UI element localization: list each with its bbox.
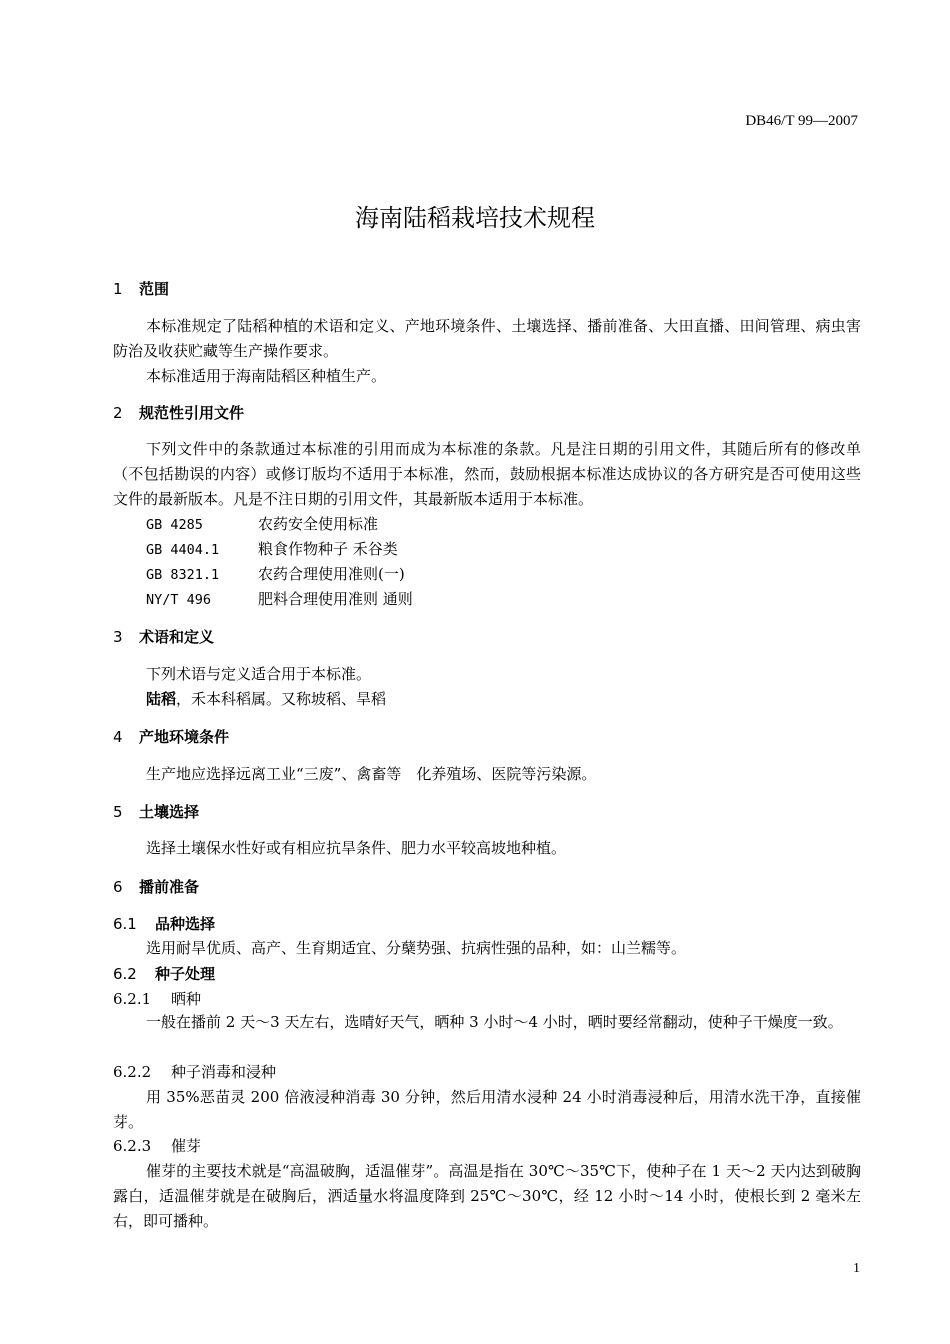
section-1-heading	[113, 278, 169, 299]
section-title: 产地环境条件	[139, 728, 230, 746]
subsection-number: 6.2.1	[113, 990, 152, 1008]
subsection-title: 种子消毒和浸种	[171, 1063, 277, 1081]
subsection-number: 6.2.3	[113, 1137, 152, 1155]
subsection-number: 6.2.2	[113, 1063, 152, 1081]
section-3-paragraph-1: 下列术语与定义适合用于本标准。	[146, 665, 372, 683]
section-4-heading	[113, 726, 229, 747]
section-number: 6	[113, 878, 123, 896]
section-title: 范围	[139, 280, 170, 298]
subsection-number: 6.2	[113, 965, 137, 983]
subsection-6-2-2-heading	[113, 1061, 276, 1082]
section-number: 4	[113, 728, 123, 746]
reference-name: 农药合理使用准则(一)	[258, 565, 405, 583]
term: 陆稻	[146, 690, 177, 708]
section-5-heading	[113, 801, 199, 822]
subsection-6-1-paragraph: 选用耐旱优质、高产、生育期适宜、分蘖势强、抗病性强的品种，如：山兰糯等。	[146, 939, 687, 957]
subsection-title: 晒种	[171, 990, 202, 1008]
term-definition	[113, 687, 861, 712]
page-number: 1	[853, 1261, 860, 1276]
subsection-title: 品种选择	[155, 915, 216, 933]
section-title: 术语和定义	[139, 628, 215, 646]
subsection-number: 6.1	[113, 915, 137, 933]
subsection-6-2-3-heading	[113, 1135, 201, 1156]
reference-code: GB 8321.1	[146, 567, 220, 583]
reference-item	[146, 588, 413, 609]
subsection-6-2-heading	[113, 963, 215, 984]
subsection-6-2-2-paragraph: 用 35%恶苗灵 200 倍液浸种消毒 30 分钟，然后用清水浸种 24 小时消毒浸种后，用清水洗干净，直接催芽。	[113, 1088, 861, 1131]
reference-name: 农药安全使用标准	[258, 515, 379, 533]
reference-code: GB 4285	[146, 517, 203, 533]
subsection-title: 种子处理	[155, 965, 216, 983]
reference-item	[146, 538, 398, 559]
definition: ，禾本科稻属。又称坡稻、旱稻	[176, 690, 387, 708]
reference-code: GB 4404.1	[146, 542, 220, 558]
reference-item	[146, 563, 405, 584]
section-3-heading	[113, 626, 214, 647]
reference-name: 肥料合理使用准则 通则	[258, 590, 413, 608]
subsection-6-2-1-paragraph: 一般在播前 2 天～3 天左右，选晴好天气，晒种 3 小时～4 小时，晒时要经常翻动，使种子干燥度一致。	[146, 1013, 843, 1031]
section-1-paragraph-1: 本标准规定了陆稻种植的术语和定义、产地环境条件、土壤选择、播前准备、大田直播、田间管理、病虫害防治及收获贮藏等生产操作要求。	[113, 317, 861, 360]
section-6-heading	[113, 876, 199, 897]
page-title: 海南陆稻栽培技术规程	[355, 204, 595, 232]
subsection-title: 催芽	[171, 1137, 202, 1155]
subsection-6-1-heading	[113, 913, 215, 934]
section-title: 规范性引用文件	[139, 404, 245, 422]
section-title: 播前准备	[139, 878, 200, 896]
section-2-paragraph-1: 下列文件中的条款通过本标准的引用而成为本标准的条款。凡是注日期的引用文件，其随后所有的修改单（不包括勘误的内容）或修订版均不适用于本标准，然而，鼓励根据本标准达成协议的各方研究是否可使用这些文件的最新版本。凡是不注日期的引用文件，其最新版本适用于本标准。	[113, 440, 861, 508]
section-number: 5	[113, 803, 123, 821]
reference-code: NY/T 496	[146, 592, 212, 608]
section-number: 3	[113, 628, 123, 646]
section-1-paragraph-2: 本标准适用于海南陆稻区种植生产。	[146, 367, 387, 385]
document-code: DB46/T 99—2007	[745, 113, 858, 129]
subsection-6-2-3-paragraph: 催芽的主要技术就是“高温破胸，适温催芽”。高温是指在 30℃～35℃下，使种子在 1 天～2 天内达到破胸露白，适温催芽就是在破胸后，洒适量水将温度降到 25℃～30℃，经 12 小时～14 小时，使根长到 2 毫米左右，即可播种。	[113, 1162, 861, 1230]
section-title: 土壤选择	[139, 803, 200, 821]
reference-name: 粮食作物种子 禾谷类	[258, 540, 398, 558]
subsection-6-2-1-heading	[113, 988, 201, 1009]
section-5-paragraph-1: 选择土壤保水性好或有相应抗旱条件、肥力水平较高坡地种植。	[146, 839, 567, 857]
section-4-paragraph-1: 生产地应选择远离工业“三废”、禽畜等 化养殖场、医院等污染源。	[146, 765, 597, 783]
section-2-heading	[113, 402, 244, 423]
section-number: 2	[113, 404, 123, 422]
reference-item	[146, 513, 378, 534]
section-number: 1	[113, 280, 123, 298]
